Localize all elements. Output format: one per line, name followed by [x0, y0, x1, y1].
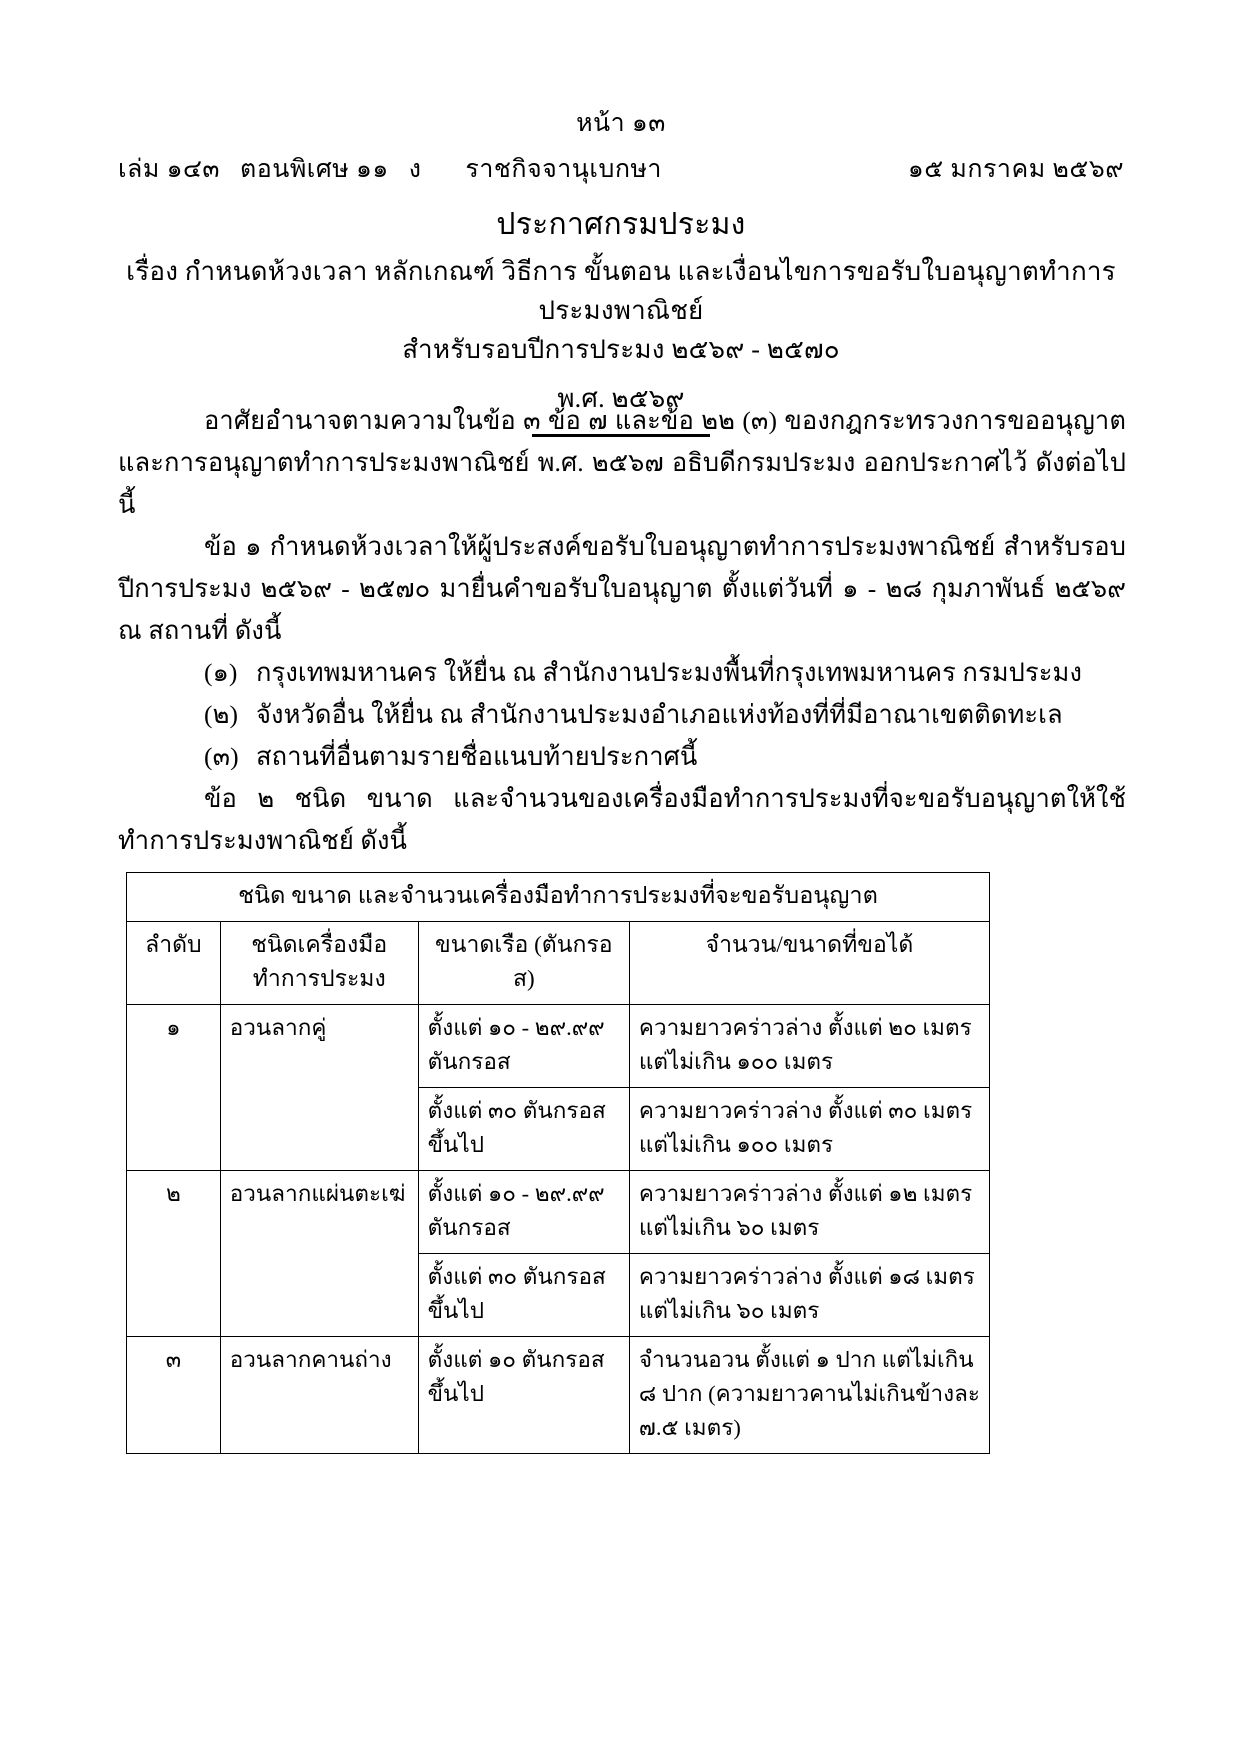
clause-1-subitem-1: [118, 652, 1126, 694]
fishing-gear-table-wrap: [126, 872, 990, 1454]
fishing-gear-table: [126, 872, 990, 1454]
column-header-order: ลำดับ: [127, 922, 221, 1005]
document-title: ประกาศกรมประมง: [496, 208, 746, 241]
clause-1-subitem-2: [118, 694, 1126, 736]
subitem-3-text: สถานที่อื่นตามรายชื่อแนบท้ายประกาศนี้: [256, 742, 698, 771]
row-3-gear: อวนลากคานถ่าง: [220, 1337, 418, 1454]
part-label: ตอนพิเศษ ๑๑: [239, 156, 389, 184]
row-2-band-1-vessel: ตั้งแต่ ๑๐ - ๒๙.๙๙ ตันกรอส: [418, 1171, 629, 1254]
row-1-band-2-limit-line2: แต่ไม่เกิน ๑๐๐ เมตร: [638, 1132, 834, 1157]
subitem-2-text: จังหวัดอื่น ให้ยื่น ณ สำนักงานประมงอำเภอแห่งท้องที่ที่มีอาณาเขตติดทะเล: [256, 700, 1063, 729]
row-1-band-2-limit-line1: ความยาวคร่าวล่าง ตั้งแต่ ๓๐ เมตร: [638, 1098, 973, 1123]
column-header-vessel-size: ขนาดเรือ (ตันกรอส): [418, 922, 629, 1005]
subitem-1-number: (๑): [204, 658, 238, 687]
gazette-date: ๑๕ มกราคม ๒๕๖๙: [907, 156, 1124, 184]
gazette-volume-part: [118, 149, 421, 189]
subitem-2-number: (๒): [204, 700, 239, 729]
column-header-quantity: จำนวน/ขนาดที่ขอได้: [629, 922, 989, 1005]
row-1-order: ๑: [127, 1005, 221, 1171]
gazette-header: [118, 108, 1124, 189]
document-subject-line-1: เรื่อง กำหนดห้วงเวลา หลักเกณฑ์ วิธีการ ขั้นตอน และเงื่อนไขการขอรับใบอนุญาตทำการประมงพาณิชย์: [126, 256, 1116, 325]
page-number: หน้า ๑๓: [576, 110, 666, 137]
subitem-1-text: กรุงเทพมหานคร ให้ยื่น ณ สำนักงานประมงพื้นที่กรุงเทพมหานคร กรมประมง: [256, 658, 1083, 687]
row-1-band-2-vessel: ตั้งแต่ ๓๐ ตันกรอสขึ้นไป: [418, 1088, 629, 1171]
table-row: [127, 1337, 990, 1454]
row-2-band-2-limit: [629, 1254, 989, 1337]
clause-1-subitem-3: [118, 736, 1126, 778]
row-2-order: ๒: [127, 1171, 221, 1337]
row-2-gear: อวนลากแผ่นตะเฆ่: [220, 1171, 418, 1337]
table-header-row: [127, 922, 990, 1005]
row-1-band-1-vessel: ตั้งแต่ ๑๐ - ๒๙.๙๙ ตันกรอส: [418, 1005, 629, 1088]
row-2-band-1-limit: [629, 1171, 989, 1254]
row-3-band-1-limit-line3: ๗.๕ เมตร): [638, 1415, 741, 1440]
clause-2-paragraph: ข้อ ๒ ชนิด ขนาด และจำนวนของเครื่องมือทำการประมงที่จะขอรับอนุญาตให้ใช้ทำการประมงพาณิชย์ ดังนี้: [118, 784, 1126, 855]
row-3-order: ๓: [127, 1337, 221, 1454]
row-1-gear: อวนลากคู่: [220, 1005, 418, 1171]
document-body: [118, 400, 1126, 862]
table-caption: ชนิด ขนาด และจำนวนเครื่องมือทำการประมงที่จะขอรับอนุญาต: [127, 873, 990, 922]
volume-label: เล่ม ๑๔๓: [118, 156, 220, 184]
row-3-band-1-limit: [629, 1337, 989, 1454]
row-1-band-1-limit-line1: ความยาวคร่าวล่าง ตั้งแต่ ๒๐ เมตร: [638, 1015, 972, 1040]
table-row: [127, 1005, 990, 1088]
document-subject-line-2: สำหรับรอบปีการประมง ๒๕๖๙ - ๒๕๗๐: [402, 334, 840, 364]
row-1-band-1-limit: [629, 1005, 989, 1088]
document-year: พ.ศ. ๒๕๖๙: [557, 383, 685, 413]
row-3-band-1-vessel: ตั้งแต่ ๑๐ ตันกรอสขึ้นไป: [418, 1337, 629, 1454]
row-2-band-1-limit-line2: แต่ไม่เกิน ๖๐ เมตร: [638, 1215, 820, 1240]
row-2-band-2-limit-line1: ความยาวคร่าวล่าง ตั้งแต่ ๑๘ เมตร: [638, 1264, 975, 1289]
gazette-name: ราชกิจจานุเบกษา: [465, 156, 662, 184]
subitem-3-number: (๓): [204, 742, 239, 771]
row-1-band-1-limit-line2: แต่ไม่เกิน ๑๐๐ เมตร: [638, 1049, 834, 1074]
clause-1-paragraph: ข้อ ๑ กำหนดห้วงเวลาให้ผู้ประสงค์ขอรับใบอนุญาตทำการประมงพาณิชย์ สำหรับรอบปีการประมง ๒๕๖๙ - ๒๕๗๐ มายื่นคำขอรับใบอนุญาต ตั้งแต่วันที่ ๑ - ๒๘ กุมภาพันธ์ ๒๕๖๙ ณ สถานที่ ดังนี้: [118, 532, 1126, 645]
table-caption-row: [127, 873, 990, 922]
section-label: ง: [408, 156, 422, 184]
row-2-band-2-vessel: ตั้งแต่ ๓๐ ตันกรอสขึ้นไป: [418, 1254, 629, 1337]
row-3-band-1-limit-line2: ๘ ปาก (ความยาวคานไม่เกินข้างละ: [638, 1381, 980, 1406]
preamble-paragraph: อาศัยอำนาจตามความในข้อ ๓ ข้อ ๗ และข้อ ๒๒ (๓) ของกฎกระทรวงการขออนุญาตและการอนุญาตทำการประมงพาณิชย์ พ.ศ. ๒๕๖๗ อธิบดีกรมประมง ออกประกาศไว้ ดังต่อไปนี้: [118, 406, 1126, 519]
row-1-band-2-limit: [629, 1088, 989, 1171]
column-header-gear: ชนิดเครื่องมือทำการประมง: [220, 922, 418, 1005]
table-row: [127, 1171, 990, 1254]
gazette-header-row: [118, 149, 1124, 189]
row-2-band-2-limit-line2: แต่ไม่เกิน ๖๐ เมตร: [638, 1298, 820, 1323]
row-2-band-1-limit-line1: ความยาวคร่าวล่าง ตั้งแต่ ๑๒ เมตร: [638, 1181, 973, 1206]
row-3-band-1-limit-line1: จำนวนอวน ตั้งแต่ ๑ ปาก แต่ไม่เกิน: [638, 1347, 974, 1372]
